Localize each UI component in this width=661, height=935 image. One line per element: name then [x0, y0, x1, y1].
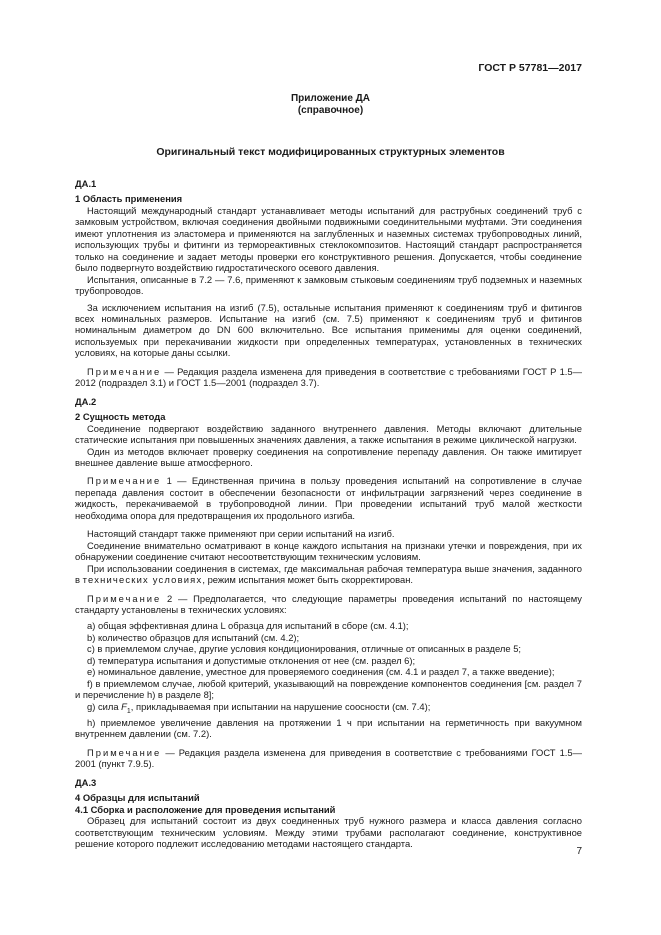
list-item: c) в приемлемом случае, другие условия кондиционирования, отличные от описанных в разделе 5;	[87, 643, 522, 655]
note-label: Примечание	[87, 746, 162, 758]
list-item-text: , прикладываемая при испытании на нарушение соосности (см. 7.4);	[130, 700, 431, 712]
list-item: b) количество образцов для испытаний (см. 4.2);	[87, 631, 300, 643]
list-item: а) общая эффективная длина L образца для испытаний в сборе (см. 4.1);	[87, 620, 409, 632]
note-text: 2 — Предполагается, что следующие параметры проведения испытаний по настоящему стандарту установлены в технических условиях:	[75, 592, 582, 615]
paragraph-text: При использовании соединения в системах, где максимальная рабочая температура выше значения, заданного в	[75, 562, 582, 586]
section-heading: 1 Область применения	[75, 193, 183, 205]
list-item: h) приемлемое увеличение давления на протяжении 1 ч при испытании на герметичность при вакуумном внутреннем давлении (см. 7.2).	[75, 716, 582, 740]
subsection-heading: 4.1 Сборка и расположение для проведения испытаний	[75, 803, 336, 815]
section-label: ДА.1	[75, 178, 97, 189]
annex-label: Приложение ДА	[290, 93, 371, 104]
note	[75, 593, 582, 616]
annex-title	[0, 93, 661, 117]
parameter-list	[75, 620, 582, 739]
paragraph: Один из методов включает проверку соединения на сопротивление перепаду давления. Он также имитирует внешнее давление выше атмосферного.	[75, 445, 582, 468]
note-text: — Редакция раздела изменена для приведения в соответствие с требованиями ГОСТ Р 1.5—2012 (подраздел 3.1) и ГОСТ 1.5—2001 (подраздел 3.7).	[75, 365, 582, 389]
list-item: d) температура испытания и допустимые отклонения от нее (см. раздел 6);	[87, 654, 416, 666]
annex-type: (справочное)	[297, 105, 364, 116]
paragraph: Настоящий международный стандарт устанавливает методы испытаний для раструбных соединений труб с замковым устройством, включая соединения двойными подвижными соединительными муфтами. Эти соединения имеют уплотнения из эластомера и применяются на заглубленных и наземных системах трубопроводных линий, использующих трубы и фитинги из термореактивных стеклокомпозитов. Настоящий стандарт распространяется только на соединение и задает методы проверки его конструктивного решения. Допускается, чтобы соединение было подвергнуто воздействию гидростатического осевого давления.	[75, 204, 582, 274]
list-item: e) номинальное давление, уместное для проверяемого соединения (см. 4.1 и раздел 7, а также введение);	[87, 666, 555, 678]
section-heading: 2 Сущность метода	[75, 411, 166, 423]
section-label: ДА.3	[75, 776, 97, 788]
note-label: Примечание	[87, 475, 162, 487]
list-item	[75, 701, 582, 717]
force-symbol: F	[121, 700, 127, 712]
note-text: — Редакция раздела изменена для приведения в соответствие с требованиями ГОСТ 1.5—2001 (пункт 7.9.5).	[75, 746, 582, 770]
section-label: ДА.2	[75, 395, 97, 407]
note-label: Примечание	[87, 592, 162, 604]
note	[75, 747, 582, 770]
note-label: Примечание	[87, 365, 162, 377]
paragraph: Настоящий стандарт также применяют при серии испытаний на изгиб.	[87, 528, 395, 540]
paragraph: Образец для испытаний состоит из двух соединенных труб нужного размера и класса давления согласно соответствующим техническим условиям. Между этими трубами располагают соединение, конструктивное решение которого подлежит исследованию методами настоящего стандарта.	[75, 815, 582, 849]
section-title: Оригинальный текст модифицированных структурных элементов	[156, 146, 505, 158]
paragraph-text: , режим испытания может быть скорректирован.	[202, 574, 413, 586]
list-item-text: g) сила	[87, 700, 122, 712]
paragraph: Испытания, описанные в 7.2 — 7.6, применяют к замковым стыковым соединениям труб подземных и наземных трубопроводов.	[75, 273, 582, 297]
note	[75, 475, 582, 521]
paragraph: Соединение подвергают воздействию заданного внутреннего давления. Методы включают длительные статические испытания при повышенных значениях давления, а также испытания в режиме циклической нагрузки.	[75, 422, 582, 446]
force-subscript: 1	[126, 707, 131, 715]
emphasized-text: технических условиях	[82, 574, 203, 586]
section-heading: 4 Образцы для испытаний	[75, 792, 200, 804]
note	[75, 366, 582, 389]
list-item: f) в приемлемом случае, любой критерий, указывающий на повреждение компонентов соединения [см. раздел 7 и перечисление h) в разделе 8];	[75, 677, 582, 701]
document-code: ГОСТ Р 57781—2017	[478, 62, 582, 74]
note-text: 1 — Единственная причина в пользу проведения испытаний на сопротивление в случае перепада давления состоит в обеспечении безопасности от инфильтрации загрязнений через соединение в жидкость, перекачиваемой в трубопроводной линии. При проведении испытаний труб малой жесткости необходима опора для предотвращения их продольного изгиба.	[75, 475, 582, 521]
document-body	[75, 178, 582, 849]
page-number: 7	[576, 846, 582, 857]
paragraph: Соединение внимательно осматривают в конце каждого испытания на признаки утечки и повреждения, при их обнаружении соединение считают несоответствующим техническим условиям.	[75, 539, 582, 563]
paragraph	[75, 563, 582, 586]
paragraph: За исключением испытания на изгиб (7.5), остальные испытания применяют к соединениям труб и фитингов всех номинальных размеров. Испытание на изгиб (см. 7.5) применяют к соединениям труб и фитингов номинальным диаметром до DN 600 включительно. Все испытания применимы для оценки соединений, используемых при перекачивании жидкости при определенных температурах, установленных в технических условиях, на которые даны ссылки.	[75, 301, 582, 359]
